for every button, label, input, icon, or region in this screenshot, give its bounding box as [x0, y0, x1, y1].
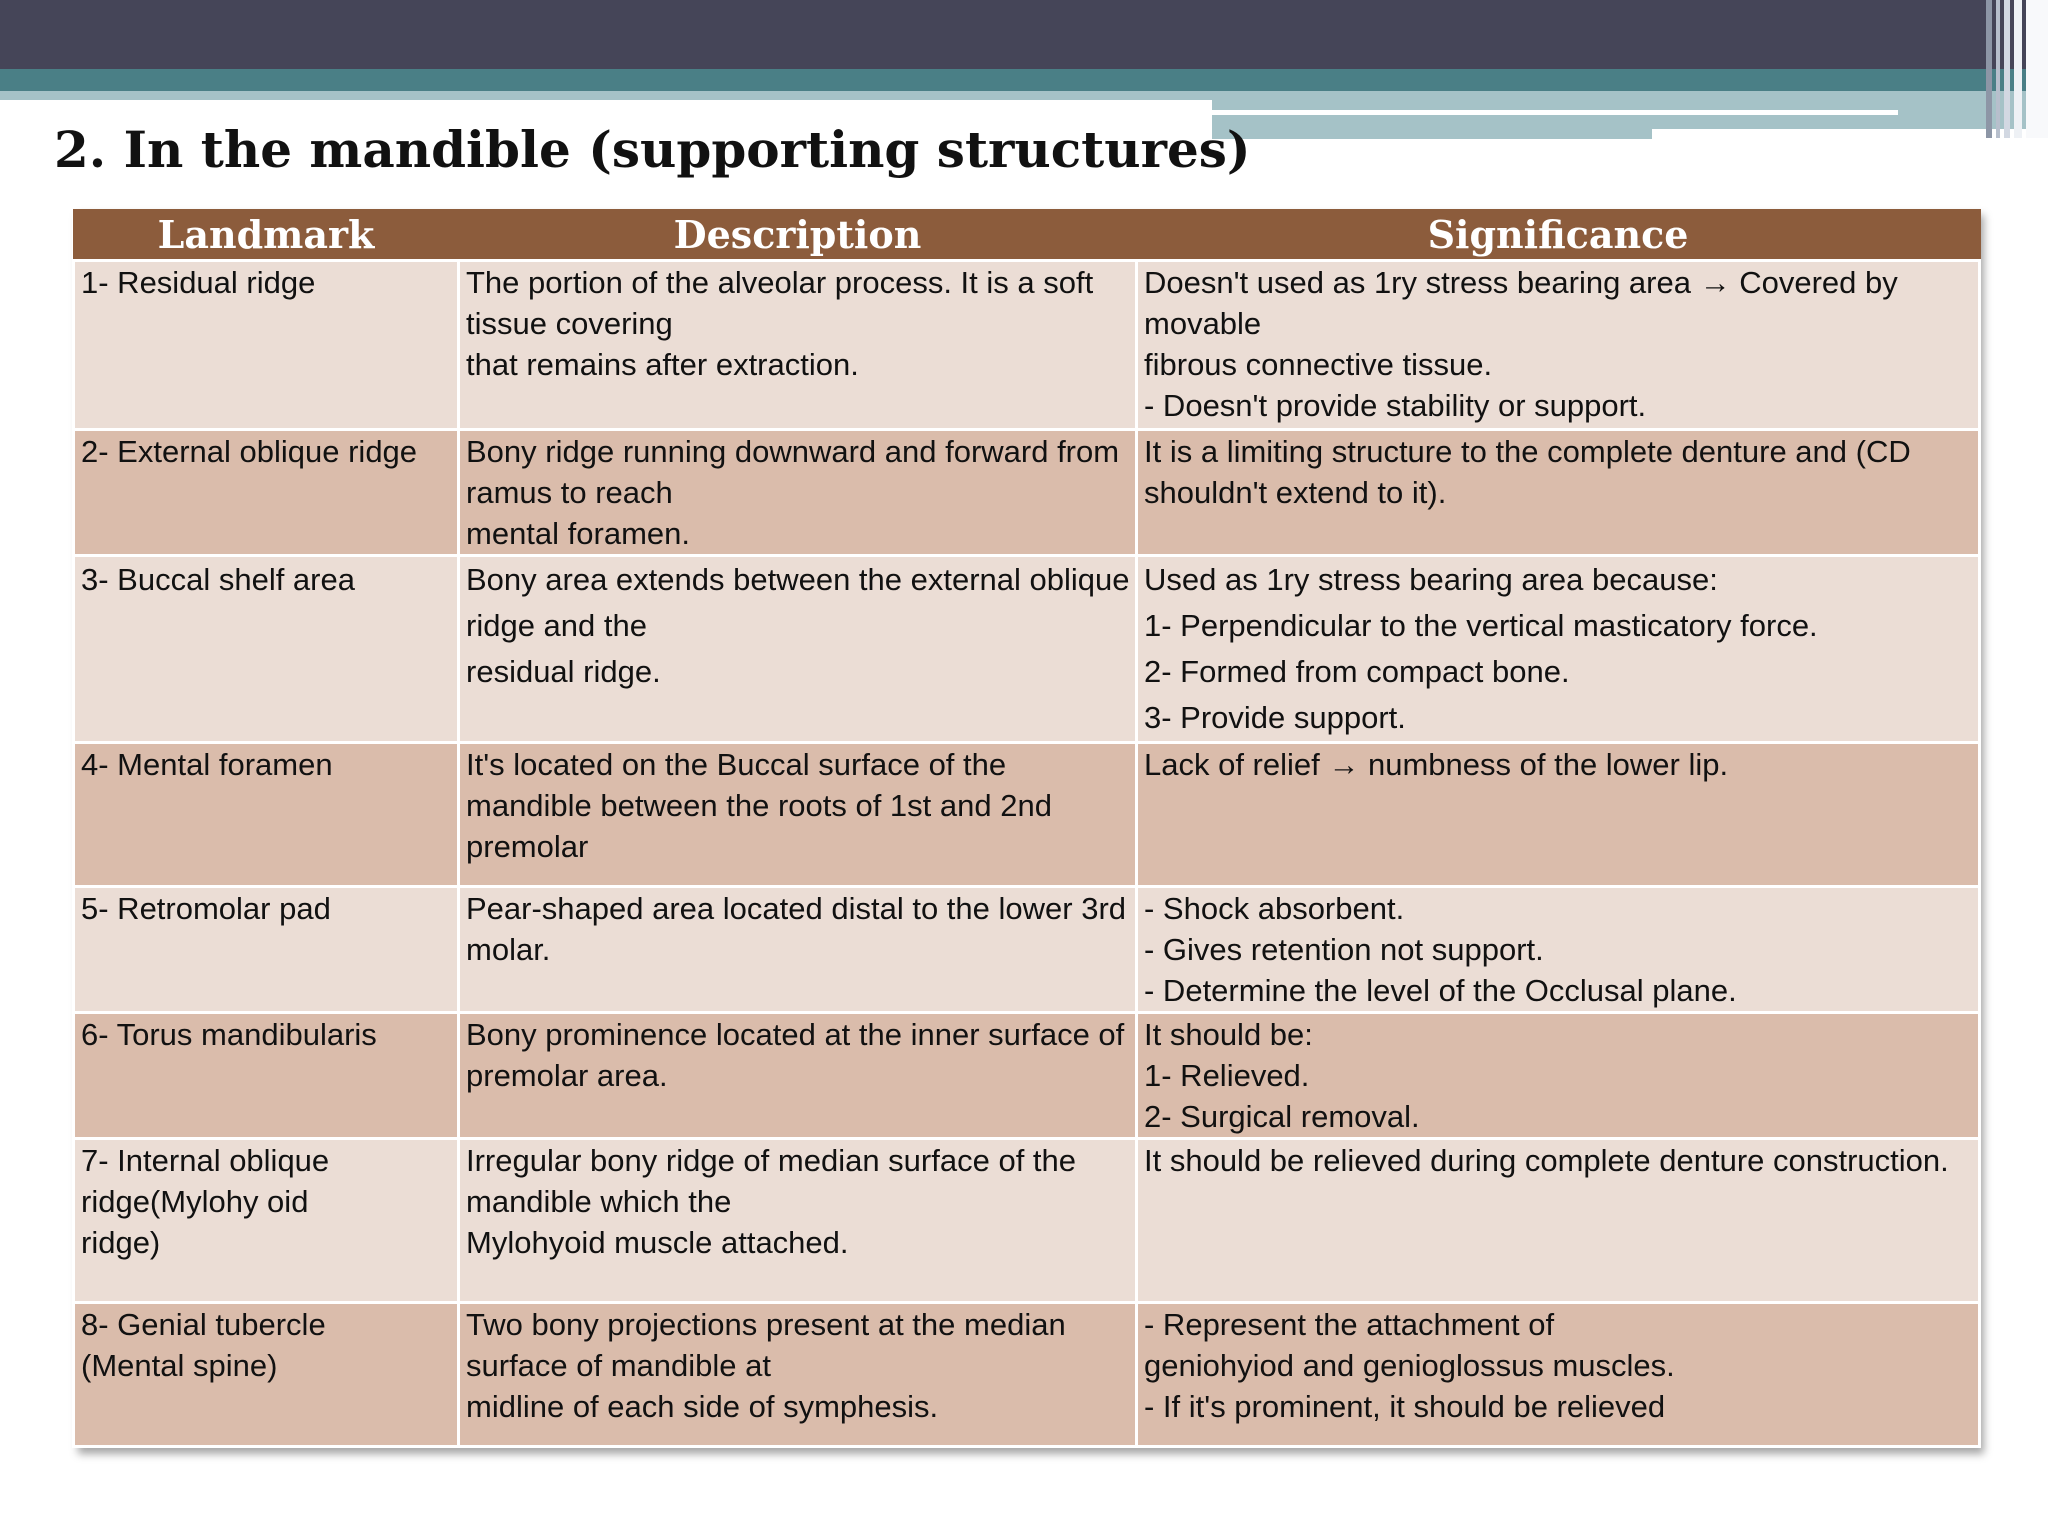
landmark-table-wrapper — [72, 209, 1978, 1448]
cell-landmark — [74, 743, 459, 887]
cell-significance — [1137, 1303, 1980, 1447]
significance-text-line: 1- Perpendicular to the vertical masticatory force. — [1144, 608, 1818, 643]
cell-significance — [1137, 1139, 1980, 1303]
description-text-line: premolar area. — [466, 1058, 668, 1093]
significance-text-line: 1- Relieved. — [1144, 1058, 1310, 1093]
description-text-line: ramus to reach — [466, 475, 673, 510]
description-text-line: molar. — [466, 932, 551, 967]
description-text-line: Bony area extends between the external oblique — [466, 562, 1130, 597]
cell-landmark — [74, 887, 459, 1013]
cell-description — [459, 261, 1137, 430]
description-text-line: tissue covering — [466, 306, 673, 341]
significance-text-line: - Shock absorbent. — [1144, 891, 1405, 926]
header-stripe-line — [1212, 110, 1898, 115]
description-text-line: Two bony projections present at the median — [466, 1307, 1066, 1342]
column-header-significance: Significance — [1137, 210, 1980, 261]
table-row — [74, 1013, 1980, 1139]
cell-landmark — [74, 1013, 459, 1139]
landmark-table — [72, 209, 1981, 1448]
description-text-line: mental foramen. — [466, 516, 690, 551]
significance-text-line: Doesn't used as 1ry stress bearing area → Covered by — [1144, 265, 1898, 300]
cell-description — [459, 743, 1137, 887]
significance-text-line: - Determine the level of the Occlusal plane. — [1144, 973, 1737, 1008]
description-text-line: residual ridge. — [466, 654, 661, 689]
cell-landmark — [74, 1139, 459, 1303]
significance-text-line: Used as 1ry stress bearing area because: — [1144, 562, 1718, 597]
description-text-line: The portion of the alveolar process. It is a soft — [466, 265, 1094, 300]
significance-text-line: - Gives retention not support. — [1144, 932, 1544, 967]
cell-description — [459, 1013, 1137, 1139]
corner-decoration — [2026, 0, 2048, 138]
description-text-line: It's located on the Buccal surface of the — [466, 747, 1007, 782]
page-title: 2. In the mandible (supporting structures) — [54, 120, 1251, 179]
corner-decoration — [1986, 0, 1992, 138]
cell-description — [459, 1139, 1137, 1303]
corner-decoration — [2014, 0, 2022, 138]
landmark-text-line: 1- Residual ridge — [81, 265, 316, 300]
table-header-row — [74, 210, 1980, 261]
cell-description — [459, 430, 1137, 556]
description-text-line: Mylohyoid muscle attached. — [466, 1225, 849, 1260]
description-text-line: Pear-shaped area located distal to the lower 3rd — [466, 891, 1127, 926]
cell-significance — [1137, 430, 1980, 556]
significance-text-line: Lack of relief → numbness of the lower lip. — [1144, 747, 1729, 782]
cell-description — [459, 887, 1137, 1013]
significance-text-line: geniohyiod and genioglossus muscles. — [1144, 1348, 1675, 1383]
description-text-line: surface of mandible at — [466, 1348, 772, 1383]
table-row — [74, 743, 1980, 887]
cell-landmark — [74, 1303, 459, 1447]
significance-text-line: 2- Formed from compact bone. — [1144, 654, 1570, 689]
landmark-text-line: 5- Retromolar pad — [81, 891, 331, 926]
description-text-line: ridge and the — [466, 608, 647, 643]
significance-text-line: - Represent the attachment of — [1144, 1307, 1555, 1342]
cell-landmark — [74, 261, 459, 430]
column-header-description: Description — [459, 210, 1137, 261]
landmark-text-line: 8- Genial tubercle — [81, 1307, 326, 1342]
significance-text-line: - If it's prominent, it should be relieved — [1144, 1389, 1666, 1424]
cell-significance — [1137, 1013, 1980, 1139]
landmark-text-line: ridge) — [81, 1225, 161, 1260]
cell-landmark — [74, 430, 459, 556]
cell-landmark — [74, 556, 459, 743]
header-bar — [0, 0, 2048, 69]
description-text-line: that remains after extraction. — [466, 347, 859, 382]
landmark-text-line: 2- External oblique ridge — [81, 434, 418, 469]
table-row — [74, 1303, 1980, 1447]
table-row — [74, 430, 1980, 556]
significance-text-line: - Doesn't provide stability or support. — [1144, 388, 1647, 423]
significance-text-line: fibrous connective tissue. — [1144, 347, 1493, 382]
cell-significance — [1137, 556, 1980, 743]
description-text-line: mandible which the — [466, 1184, 732, 1219]
description-text-line: Bony prominence located at the inner surface of — [466, 1017, 1125, 1052]
landmark-text-line: ridge(Mylohy oid — [81, 1184, 309, 1219]
landmark-text-line: 6- Torus mandibularis — [81, 1017, 377, 1052]
table-row — [74, 261, 1980, 430]
corner-decoration — [2004, 0, 2010, 138]
significance-text-line: 3- Provide support. — [1144, 700, 1406, 735]
landmark-text-line: 4- Mental foramen — [81, 747, 333, 782]
column-header-landmark: Landmark — [74, 210, 459, 261]
header-stripe-light — [0, 91, 1212, 100]
cell-description — [459, 556, 1137, 743]
landmark-text-line: 3- Buccal shelf area — [81, 562, 355, 597]
cell-significance — [1137, 887, 1980, 1013]
cell-significance — [1137, 261, 1980, 430]
cell-significance — [1137, 743, 1980, 887]
landmark-text-line: (Mental spine) — [81, 1348, 278, 1383]
significance-text-line: It is a limiting structure to the complete denture and (CD — [1144, 434, 1911, 469]
description-text-line: mandible between the roots of 1st and 2nd — [466, 788, 1052, 823]
corner-decoration — [1996, 0, 2000, 138]
table-row — [74, 556, 1980, 743]
landmark-text-line: 7- Internal oblique — [81, 1143, 330, 1178]
description-text-line: midline of each side of symphesis. — [466, 1389, 939, 1424]
description-text-line: Irregular bony ridge of median surface of the — [466, 1143, 1077, 1178]
significance-text-line: movable — [1144, 306, 1262, 341]
table-row — [74, 1139, 1980, 1303]
significance-text-line: It should be relieved during complete denture construction. — [1144, 1143, 1949, 1178]
description-text-line: Bony ridge running downward and forward from — [466, 434, 1120, 469]
cell-description — [459, 1303, 1137, 1447]
significance-text-line: 2- Surgical removal. — [1144, 1099, 1420, 1134]
significance-text-line: shouldn't extend to it). — [1144, 475, 1447, 510]
description-text-line: premolar — [466, 829, 589, 864]
header-stripe-teal — [0, 69, 2048, 91]
table-row — [74, 887, 1980, 1013]
significance-text-line: It should be: — [1144, 1017, 1313, 1052]
